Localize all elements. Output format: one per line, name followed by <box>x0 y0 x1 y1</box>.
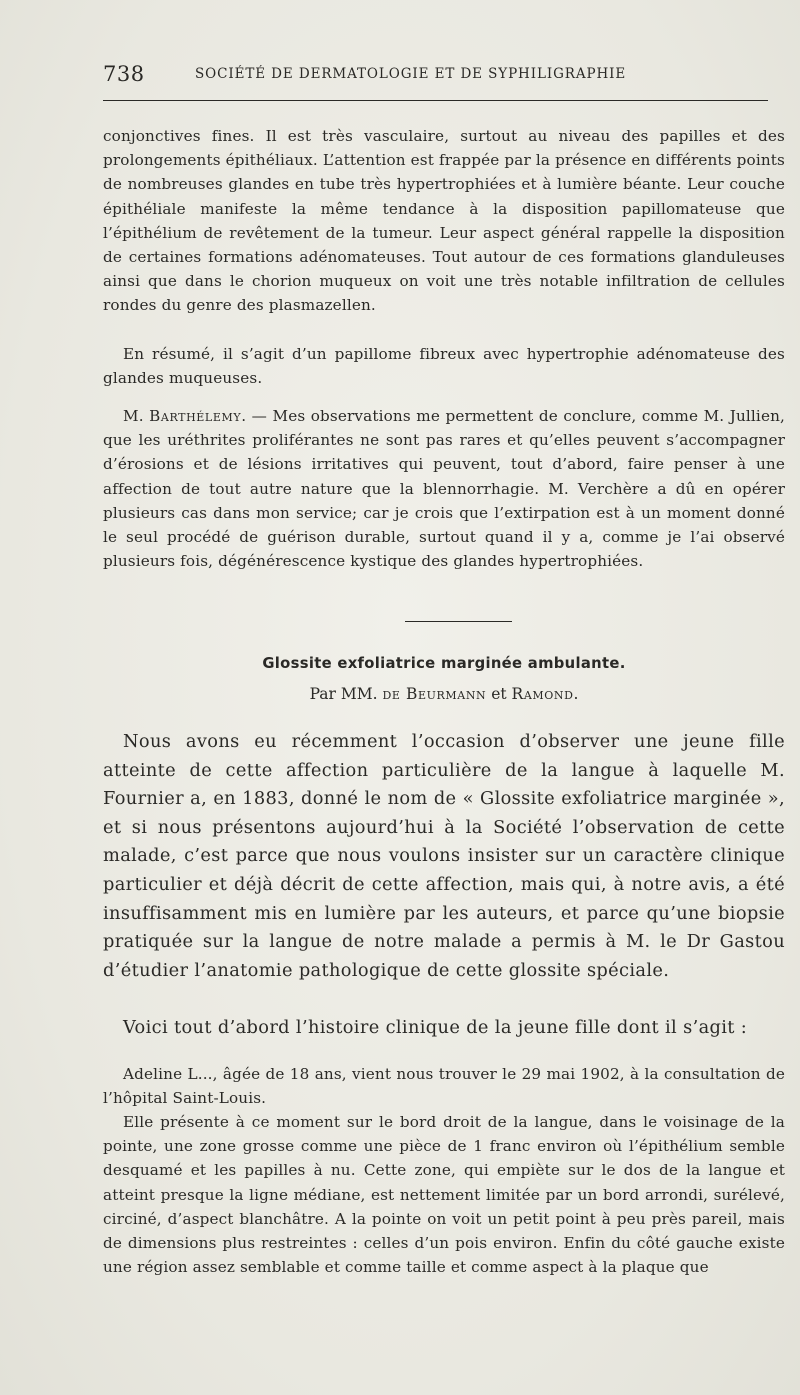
section-separator <box>405 621 512 622</box>
header-rule <box>103 100 768 101</box>
authors-line <box>103 685 785 703</box>
authors-conjunction: et <box>486 685 512 703</box>
speaker-name: Barthélemy <box>149 407 242 425</box>
speaker-prefix: M. <box>123 407 150 425</box>
paragraph-observation-description: Elle présente à ce moment sur le bord droit de la langue, dans le voisinage de la pointe, une zone grosse comme une pièce de 1 franc environ où l’épithélium semble desquamé et les papilles à nu. Cette zone, qui empiète sur le dos de la langue et atteint presque la ligne médiane, est nettement limitée par un bord arrondi, surélevé, circiné, d’aspect blanchâtre. A la pointe on voit un petit point à peu près pareil, mais de dimensions plus restreintes : celles d’un pois environ. Enfin du côté gauche existe une région assez semblable et comme taille et comme aspect à la plaque que <box>103 1113 785 1277</box>
section-title: Glossite exfoliatrice marginée ambulante. <box>262 655 626 672</box>
paragraph-barthelemy <box>103 404 785 573</box>
page-header <box>103 62 768 92</box>
barthelemy-remarks: . — Mes observations me permettent de conclure, comme M. Jullien, que les uréthrites proliférantes ne sont pas rares et qu’elles peuvent s’accompagner d’érosions et de lésions irritatives qui peuvent, tout d’abord, faire penser à une affection de tout autre nature que la blennorrhagie. M. Verchère a dû en opérer plusieurs cas dans mon service; car je crois que l’extirpation est à un moment donné le seul procédé de guérison durable, surtout quand il y a, comme je l’ai observé plusieurs fois, dégénérescence kystique des glandes hypertrophiées. <box>103 407 785 571</box>
paragraph-clinical-history-intro: Voici tout d’abord l’histoire clinique de la jeune fille dont il s’agit : <box>123 1017 748 1038</box>
paragraph-continued: conjonctives fines. Il est très vasculaire, surtout au niveau des papilles et des prolongements épithéliaux. L’attention est frappée par la présence en différents points de nombreuses glandes en tube très hypertrophiées et à lumière béante. Leur couche épithéliale manifeste la même tendance à la disposition papillomateuse que l’épithélium de revêtement de la tumeur. Leur aspect général rappelle la disposition de certaines formations adénomateuses. Tout autour de ces formations glanduleuses ainsi que dans le chorion muqueux on voit une très notable infiltration de cellules rondes du genre des plasmazellen. <box>103 127 785 315</box>
authors-suffix: . <box>573 685 579 703</box>
paragraph-introduction: Nous avons eu récemment l’occasion d’observer une jeune fille atteinte de cette affection particulière de la langue à laquelle M. Fournier a, en 1883, donné le nom de « Glossite exfoliatrice marginée », et si nous présentons aujourd’hui à la Société l’observation de cette malade, c’est parce que nous voulons insister sur un caractère clinique particulier et déjà décrit de cette affection, mais qui, à notre avis, a été insuffisamment mis en lumière par les auteurs, et parce qu’une biopsie pratiquée sur la langue de notre malade a permis à M. le Dr Gastou d’étudier l’anatomie pathologique de cette glossite spéciale. <box>103 731 785 981</box>
paragraph-summary: En résumé, il s’agit d’un papillome fibreux avec hypertrophie adénomateuse des glandes muqueuses. <box>103 345 785 388</box>
paragraph-observation-patient: Adeline L..., âgée de 18 ans, vient nous trouver le 29 mai 1902, à la consultation de l’hôpital Saint-Louis. <box>103 1065 785 1108</box>
page-number: 738 <box>103 62 145 86</box>
author-beurmann: de Beurmann <box>382 685 487 703</box>
running-title: SOCIÉTÉ DE DERMATOLOGIE ET DE SYPHILIGRAPHIE <box>195 66 627 82</box>
author-ramond: Ramond <box>511 685 574 703</box>
authors-prefix: Par MM. <box>309 685 383 703</box>
